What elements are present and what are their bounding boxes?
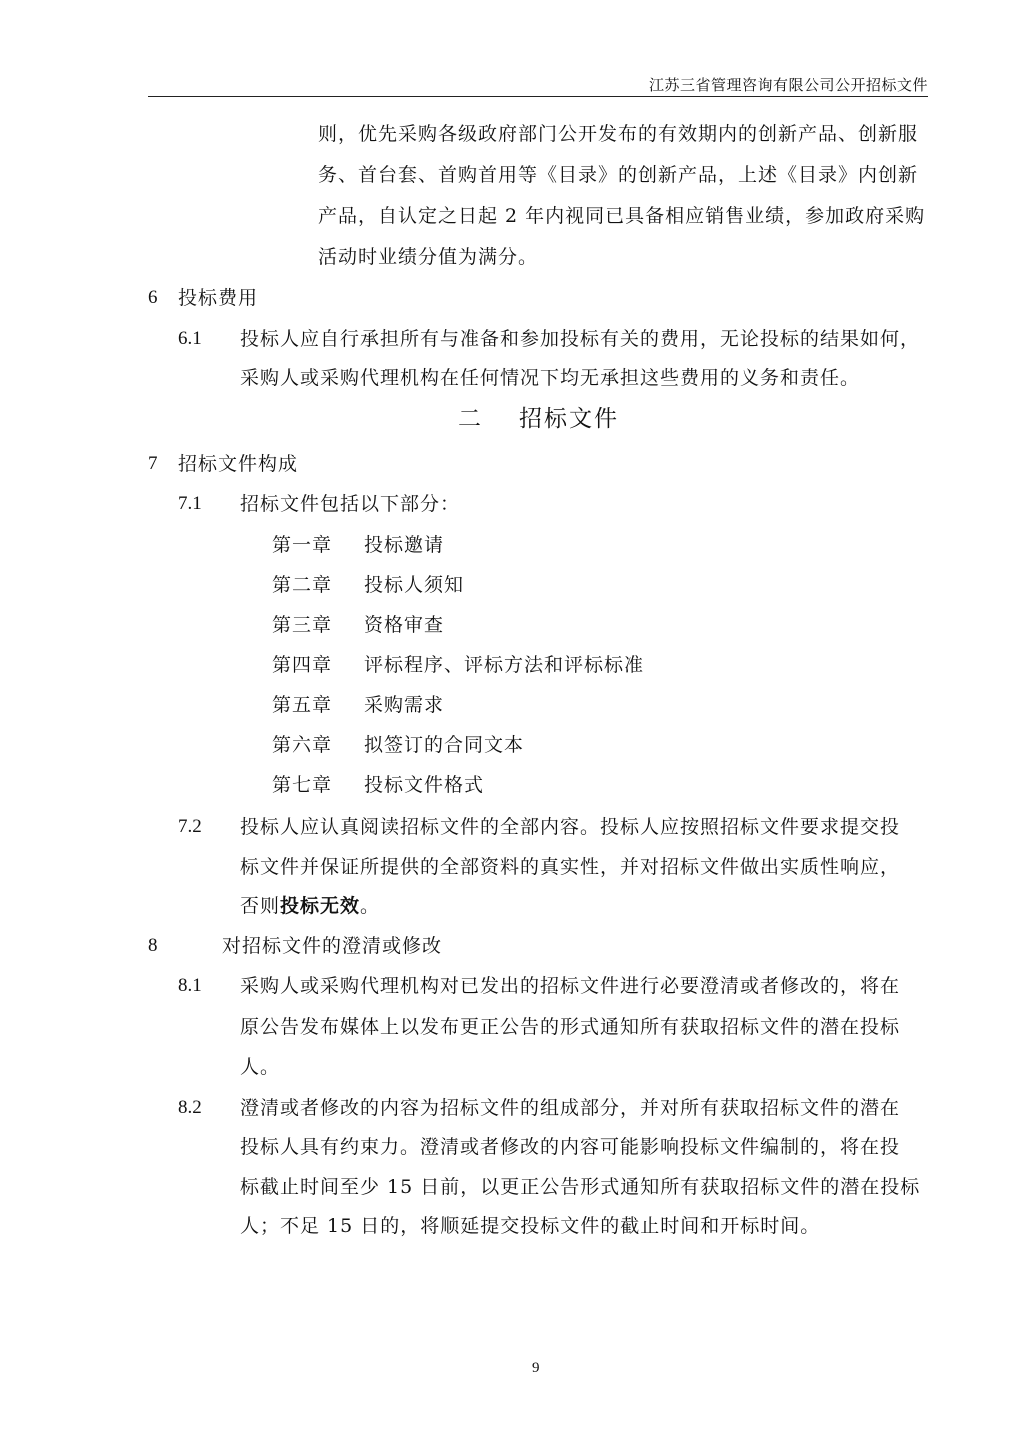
page-number: 9 [532,1360,540,1376]
header-title: 江苏三省管理咨询有限公司公开招标文件 [648,76,928,94]
section-number: 8 [148,935,158,956]
intro-line: 务、首台套、首购首用等《目录》的创新产品，上述《目录》内创新 [318,164,919,186]
intro-line: 则，优先采购各级政府部门公开发布的有效期内的创新产品、创新服 [318,123,919,145]
intro-line: 活动时业绩分值为满分。 [318,246,539,268]
chapter-title: 资格审查 [364,614,445,636]
item-line: 标文件并保证所提供的全部资料的真实性，并对招标文件做出实质性响应， [240,856,901,878]
item-number: 7.1 [178,493,202,514]
item-number: 8.1 [178,975,202,996]
chapter-title: 评标程序、评标方法和评标标准 [364,654,645,676]
chapter-number: 第六章 [272,734,333,756]
item-line: 原公告发布媒体上以发布更正公告的形式通知所有获取招标文件的潜在投标 [240,1016,901,1038]
chapter-title: 拟签订的合同文本 [364,734,525,756]
item-line [240,894,380,918]
section-title: 对招标文件的澄清或修改 [222,935,443,957]
chapter-number: 第七章 [272,774,333,796]
item-line: 人。 [240,1056,281,1078]
item-line: 投标人应认真阅读招标文件的全部内容。投标人应按照招标文件要求提交投 [240,816,901,838]
chapter-title: 采购需求 [364,694,445,716]
part-title: 招标文件 [519,406,619,432]
section-title: 投标费用 [178,287,259,309]
chapter-number: 第二章 [272,574,333,596]
item-line: 澄清或者修改的内容为招标文件的组成部分，并对所有获取招标文件的潜在 [240,1097,901,1119]
chapter-number: 第三章 [272,614,333,636]
intro-line: 产品，自认定之日起 2 年内视同已具备相应销售业绩，参加政府采购 [318,205,926,227]
item-line: 采购人或采购代理机构在任何情况下均无承担这些费用的义务和责任。 [240,367,861,389]
section-title: 招标文件构成 [178,453,299,475]
part-number: 二 [458,406,483,432]
item-number: 7.2 [178,816,202,837]
chapter-number: 第四章 [272,654,333,676]
chapter-title: 投标人须知 [364,574,465,596]
item-line: 人；不足 15 日的，将顺延提交投标文件的截止时间和开标时间。 [240,1215,821,1237]
item-line: 标截止时间至少 15 日前，以更正公告形式通知所有获取招标文件的潜在投标 [240,1176,921,1198]
section-number: 7 [148,453,158,474]
chapter-number: 第五章 [272,694,333,716]
text-run: 否则 [240,895,281,917]
item-number: 8.2 [178,1097,202,1118]
section-number: 6 [148,287,158,308]
item-number: 6.1 [178,328,202,349]
item-line: 投标人应自行承担所有与准备和参加投标有关的费用，无论投标的结果如何， [240,328,921,350]
item-line: 招标文件包括以下部分： [240,493,461,515]
text-run: 。 [360,895,381,917]
page-header [148,70,928,97]
item-line: 投标人具有约束力。澄清或者修改的内容可能影响投标文件编制的，将在投 [240,1136,901,1158]
chapter-title: 投标文件格式 [364,774,485,796]
part-heading [458,404,619,434]
chapter-title: 投标邀请 [364,534,445,556]
chapter-number: 第一章 [272,534,333,556]
bold-text-run: 投标无效 [280,895,361,917]
item-line: 采购人或采购代理机构对已发出的招标文件进行必要澄清或者修改的，将在 [240,975,901,997]
